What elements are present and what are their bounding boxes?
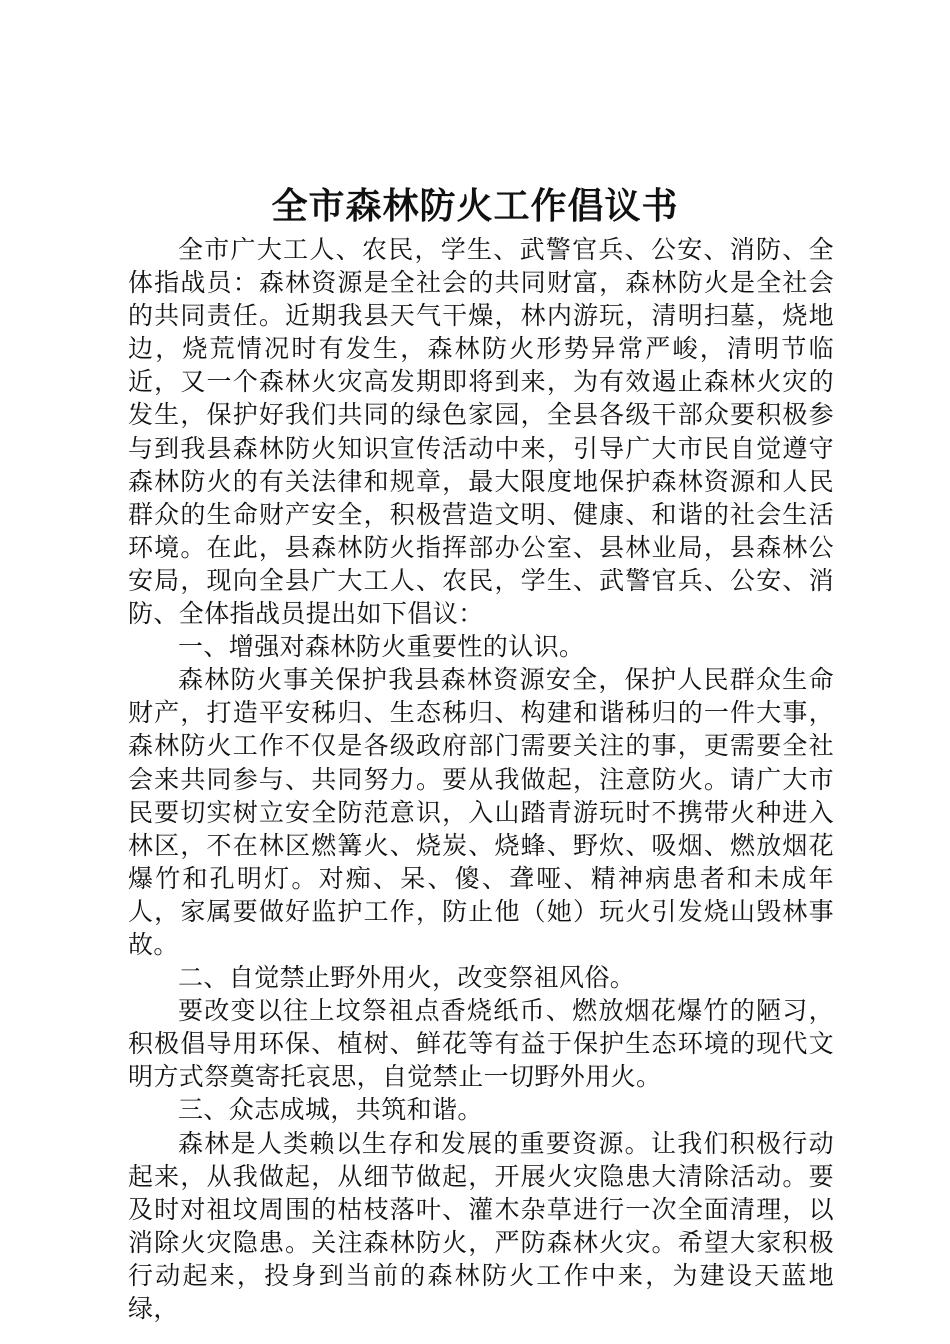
document-body: [128, 233, 834, 1325]
section-heading-3: 三、众志成城，共筑和谐。: [178, 1095, 483, 1125]
document-title: 全市森林防火工作倡议书: [271, 186, 679, 227]
section-heading-1: 一、增强对森林防火重要性的认识。: [178, 632, 585, 662]
section-paragraph-2: 要改变以往上坟祭祖点香烧纸币、燃放烟花爆竹的陋习，积极倡导用环保、植树、鲜花等有益于保护生态环境的现代文明方式祭奠寄托哀思，自觉禁止一切野外用火。: [128, 996, 834, 1092]
section-paragraph-3: 森林是人类赖以生存和发展的重要资源。让我们积极行动起来，从我做起，从细节做起，开展火灾隐患大清除活动。要及时对祖坟周围的枯枝落叶、灌木杂草进行一次全面清理，以消除火灾隐患。关注森林防火，严防森林火灾。希望大家积极行动起来，投身到当前的森林防火工作中来，为建设天蓝地绿，: [128, 1128, 834, 1323]
section-paragraph-1: 森林防火事关保护我县森林资源安全，保护人民群众生命财产，打造平安秭归、生态秭归、构建和谐秭归的一件大事，森林防火工作不仅是各级政府部门需要关注的事，更需要全社会来共同参与、共同努力。要从我做起，注意防火。请广大市民要切实树立安全防范意识，入山踏青游玩时不携带火种进入林区，不在林区燃篝火、烧炭、烧蜂、野炊、吸烟、燃放烟花爆竹和孔明灯。对痴、呆、傻、聋哑、精神病患者和未成年人，家属要做好监护工作，防止他（她）玩火引发烧山毁林事故。: [128, 665, 834, 959]
intro-paragraph: 全市广大工人、农民，学生、武警官兵、公安、消防、全体指战员：森林资源是全社会的共同财富，森林防火是全社会的共同责任。近期我县天气干燥，林内游玩，清明扫墓，烧地边，烧荒情况时有发生，森林防火形势异常严峻，清明节临近，又一个森林火灾高发期即将到来，为有效遏止森林火灾的发生，保护好我们共同的绿色家园，全县各级干部众要积极参与到我县森林防火知识宣传活动中来，引导广大市民自觉遵守森林防火的有关法律和规章，最大限度地保护森林资源和人民群众的生命财产安全，积极营造文明、健康、和谐的社会生活环境。在此，县森林防火指挥部办公室、县林业局，县森林公安局，现向全县广大工人、农民，学生、武警官兵、公安、消防、全体指战员提出如下倡议：: [128, 235, 834, 629]
section-heading-2: 二、自觉禁止野外用火，改变祭祖风俗。: [178, 963, 636, 993]
